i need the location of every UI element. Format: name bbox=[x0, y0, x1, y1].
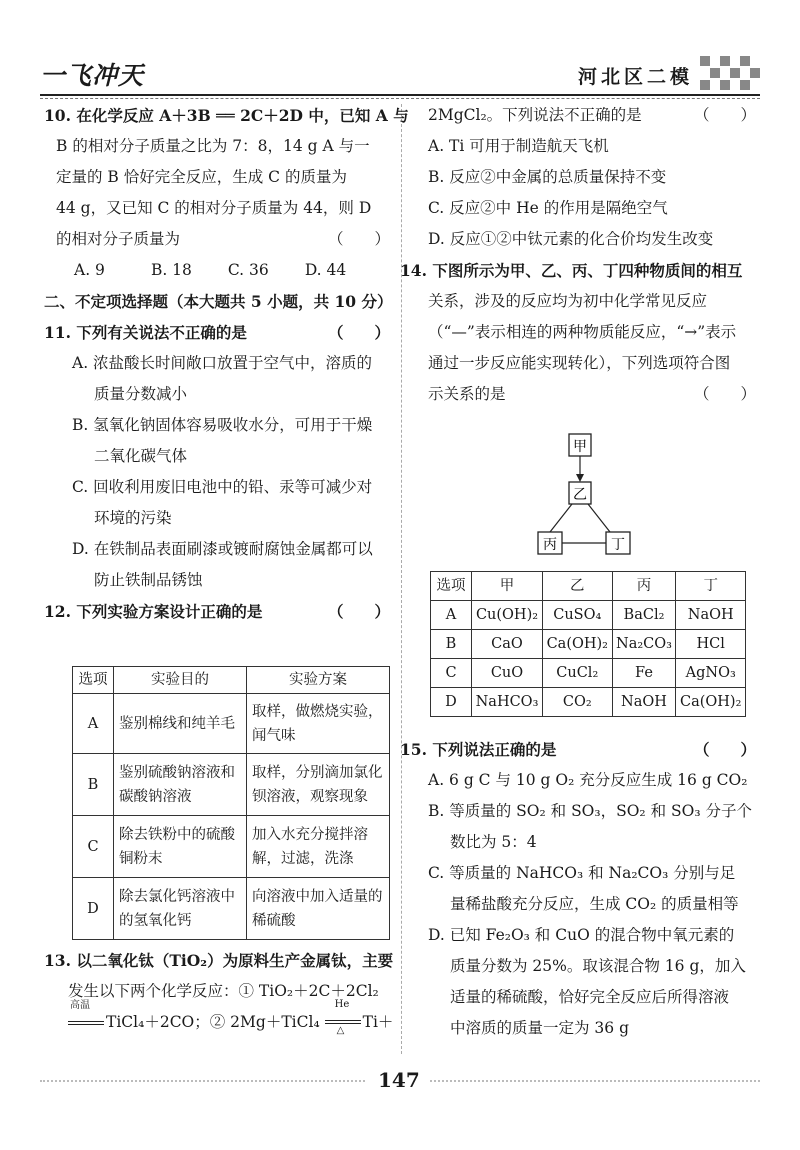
table-cell: NaHCO₃ bbox=[472, 688, 543, 717]
table-cell: BaCl₂ bbox=[612, 601, 676, 630]
table-cell: 加入水充分搅拌溶解，过滤，洗涤 bbox=[247, 816, 390, 878]
table-cell: Ca(OH)₂ bbox=[543, 630, 613, 659]
answer-paren: （ ） bbox=[327, 230, 390, 248]
q11-option-d-cont: 防止铁制品锈蚀 bbox=[94, 571, 203, 589]
page-number: 147 bbox=[378, 1068, 420, 1092]
table-header: 选项 bbox=[73, 667, 114, 694]
q10-option-b: B. 18 bbox=[150, 261, 192, 279]
condition-heat: △ bbox=[336, 1025, 345, 1036]
table-cell: 鉴别棉线和纯羊毛 bbox=[114, 694, 247, 754]
column-divider bbox=[401, 104, 402, 1054]
q15-option-d-cont: 适量的稀硫酸，恰好完全反应后所得溶液 bbox=[450, 988, 730, 1006]
table-header: 实验方案 bbox=[247, 667, 390, 694]
q14-line: 示关系的是 bbox=[428, 385, 506, 403]
footer-rule-left bbox=[40, 1080, 365, 1082]
q13-option-a: A. Ti 可用于制造航天飞机 bbox=[428, 137, 609, 155]
table-row bbox=[73, 694, 390, 754]
q11-option-a: A. 浓盐酸长时间敞口放置于空气中，溶质的 bbox=[72, 354, 373, 372]
table-cell: AgNO₃ bbox=[676, 659, 746, 688]
node-jia: 甲 bbox=[573, 439, 587, 455]
table-cell: Fe bbox=[612, 659, 676, 688]
q11-option-b: B. 氢氧化钠固体容易吸收水分，可用于干燥 bbox=[72, 416, 373, 434]
table-row bbox=[431, 688, 746, 717]
q13-option-c: C. 反应②中 He 的作用是隔绝空气 bbox=[428, 199, 668, 217]
table-cell: CaO bbox=[472, 630, 543, 659]
table-cell: CuCl₂ bbox=[543, 659, 613, 688]
q13-line1: 13. 以二氧化钛（TiO₂）为原料生产金属钛，主要 bbox=[44, 951, 394, 970]
question-10 bbox=[44, 100, 409, 286]
q10-line: 10. 在化学反应 A＋3B ══ 2C＋2D 中，已知 A 与 bbox=[44, 106, 409, 125]
q12-stem-line bbox=[44, 596, 396, 627]
q12-stem: 12. 下列实验方案设计正确的是 bbox=[44, 602, 263, 621]
table-header-row bbox=[73, 667, 390, 694]
q13-eq1: TiCl₄＋2CO；② 2Mg＋TiCl₄ bbox=[106, 1013, 320, 1031]
table-row bbox=[73, 878, 390, 940]
q13-cont-line bbox=[422, 100, 762, 131]
left-column bbox=[44, 100, 409, 627]
q14-relation-diagram bbox=[520, 432, 640, 557]
q11-option-c-cont: 环境的污染 bbox=[94, 509, 172, 527]
link-line bbox=[550, 504, 572, 532]
q13-line2: 发生以下两个化学反应：① TiO₂＋2C＋2Cl₂ bbox=[68, 982, 379, 1000]
table-cell: 除去铁粉中的硫酸铜粉末 bbox=[114, 816, 247, 878]
q15-option-b: B. 等质量的 SO₂ 和 SO₃，SO₂ 和 SO₃ 分子个 bbox=[428, 802, 752, 820]
table-row bbox=[431, 601, 746, 630]
table-cell: 取样，做燃烧实验，闻气味 bbox=[247, 694, 390, 754]
q14-table bbox=[430, 571, 746, 717]
table-row bbox=[431, 630, 746, 659]
q10-line: 44 g，又已知 C 的相对分子质量为 44，则 D bbox=[56, 199, 372, 217]
table-header-row bbox=[431, 572, 746, 601]
q10-options bbox=[44, 255, 396, 286]
table-cell: C bbox=[431, 659, 472, 688]
table-cell: Cu(OH)₂ bbox=[472, 601, 543, 630]
page-header bbox=[0, 0, 800, 100]
answer-paren: （ ） bbox=[693, 740, 756, 759]
q15-option-c: C. 等质量的 NaHCO₃ 和 Na₂CO₃ 分别与足 bbox=[428, 864, 736, 882]
header-rule-dashed bbox=[40, 98, 760, 99]
header-decoration bbox=[700, 56, 762, 90]
table-cell: 向溶液中加入适量的稀硫酸 bbox=[247, 878, 390, 940]
question-15 bbox=[400, 734, 762, 1044]
condition-he: He bbox=[334, 999, 350, 1010]
reaction-condition bbox=[325, 999, 363, 1036]
q11-option-d: D. 在铁制品表面刷漆或镀耐腐蚀金属都可以 bbox=[72, 540, 373, 558]
table-cell: NaOH bbox=[612, 688, 676, 717]
table-cell: 取样，分别滴加氯化钡溶液，观察现象 bbox=[247, 754, 390, 816]
table-row bbox=[73, 754, 390, 816]
table-cell: HCl bbox=[676, 630, 746, 659]
q13-cont: 2MgCl₂。下列说法不正确的是 bbox=[428, 106, 642, 124]
node-bing: 丙 bbox=[543, 537, 557, 553]
node-ding: 丁 bbox=[611, 537, 625, 553]
table-cell: D bbox=[431, 688, 472, 717]
answer-paren: （ ） bbox=[693, 385, 756, 403]
q11-stem: 11. 下列有关说法不正确的是 bbox=[44, 323, 247, 342]
q10-line: 的相对分子质量为 bbox=[56, 230, 181, 248]
table-cell: Na₂CO₃ bbox=[612, 630, 676, 659]
question-13 bbox=[44, 945, 404, 1038]
table-header: 甲 bbox=[472, 572, 543, 601]
q11-option-a-cont: 质量分数减小 bbox=[94, 385, 188, 403]
table-cell: B bbox=[73, 754, 114, 816]
table-cell: A bbox=[431, 601, 472, 630]
q10-option-a: A. 9 bbox=[74, 261, 105, 279]
answer-paren: （ ） bbox=[327, 323, 390, 342]
q15-option-a: A. 6 g C 与 10 g O₂ 充分反应生成 16 g CO₂ bbox=[428, 771, 748, 789]
q15-option-c-cont: 量稀盐酸充分反应，生成 CO₂ 的质量相等 bbox=[450, 895, 739, 913]
q11-option-b-cont: 二氧化碳气体 bbox=[94, 447, 188, 465]
q14-line: （“—”表示相连的两种物质能反应，“→”表示 bbox=[428, 323, 737, 341]
right-column bbox=[400, 100, 762, 410]
q15-option-d-cont: 质量分数为 25%。取该混合物 16 g，加入 bbox=[450, 957, 746, 975]
table-cell: B bbox=[431, 630, 472, 659]
table-header: 选项 bbox=[431, 572, 472, 601]
equals-sign bbox=[68, 1021, 104, 1025]
q13-eq1-end: Ti＋ bbox=[362, 1013, 394, 1031]
table-cell: CuSO₄ bbox=[543, 601, 613, 630]
table-cell: NaOH bbox=[676, 601, 746, 630]
q14-line: 关系，涉及的反应均为初中化学常见反应 bbox=[428, 292, 708, 310]
q11-option-c: C. 回收利用废旧电池中的铅、汞等可减少对 bbox=[72, 478, 373, 496]
q13-option-b: B. 反应②中金属的总质量保持不变 bbox=[428, 168, 667, 186]
link-line bbox=[588, 504, 610, 532]
table-cell: 除去氯化钙溶液中的氢氧化钙 bbox=[114, 878, 247, 940]
q15-stem: 15. 下列说法正确的是 bbox=[400, 740, 557, 759]
q14-last-line bbox=[422, 379, 762, 410]
q15-stem-line bbox=[400, 734, 762, 765]
table-cell: Ca(OH)₂ bbox=[676, 688, 746, 717]
q10-option-c: C. 36 bbox=[227, 261, 269, 279]
answer-paren: （ ） bbox=[693, 106, 756, 124]
table-header: 乙 bbox=[543, 572, 613, 601]
equals-sign bbox=[325, 1020, 361, 1024]
q10-line: 定量的 B 恰好完全反应，生成 C 的质量为 bbox=[56, 168, 347, 186]
arrow-head bbox=[576, 474, 584, 482]
q10-last-line bbox=[44, 224, 396, 255]
table-row bbox=[431, 659, 746, 688]
condition-high-temp: 高温 bbox=[70, 1000, 90, 1011]
table-cell: 鉴别硫酸钠溶液和碳酸钠溶液 bbox=[114, 754, 247, 816]
q13-option-d: D. 反应①②中钛元素的化合价均发生改变 bbox=[428, 230, 714, 248]
footer-rule-right bbox=[430, 1080, 760, 1082]
exam-region: 河北区二模 bbox=[578, 66, 694, 88]
table-cell: D bbox=[73, 878, 114, 940]
table-header: 实验目的 bbox=[114, 667, 247, 694]
brand-logo: 一飞冲天 bbox=[40, 61, 145, 90]
section-2-title: 二、不定项选择题（本大题共 5 小题，共 10 分） bbox=[44, 292, 393, 311]
q13-line3 bbox=[44, 999, 404, 1038]
q15-option-b-cont: 数比为 5：4 bbox=[450, 833, 537, 851]
table-header: 丁 bbox=[676, 572, 746, 601]
table-header: 丙 bbox=[612, 572, 676, 601]
table-cell: A bbox=[73, 694, 114, 754]
q15-option-d: D. 已知 Fe₂O₃ 和 CuO 的混合物中氧元素的 bbox=[428, 926, 735, 944]
table-cell: CO₂ bbox=[543, 688, 613, 717]
q10-option-d: D. 44 bbox=[304, 261, 347, 279]
answer-paren: （ ） bbox=[327, 602, 390, 621]
reaction-condition bbox=[68, 1000, 106, 1033]
question-11 bbox=[44, 317, 396, 596]
q14-line: 14. 下图所示为甲、乙、丙、丁四种物质间的相互 bbox=[400, 261, 743, 280]
q15-option-d-cont: 中溶质的质量一定为 36 g bbox=[450, 1019, 629, 1037]
header-rule bbox=[40, 94, 760, 96]
q11-stem-line bbox=[44, 317, 396, 348]
node-yi: 乙 bbox=[573, 487, 587, 503]
table-row bbox=[73, 816, 390, 878]
q10-line: B 的相对分子质量之比为 7：8，14 g A 与一 bbox=[56, 137, 370, 155]
table-cell: C bbox=[73, 816, 114, 878]
q14-line: 通过一步反应能实现转化），下列选项符合图 bbox=[428, 354, 731, 372]
q12-table bbox=[72, 666, 390, 940]
table-cell: CuO bbox=[472, 659, 543, 688]
